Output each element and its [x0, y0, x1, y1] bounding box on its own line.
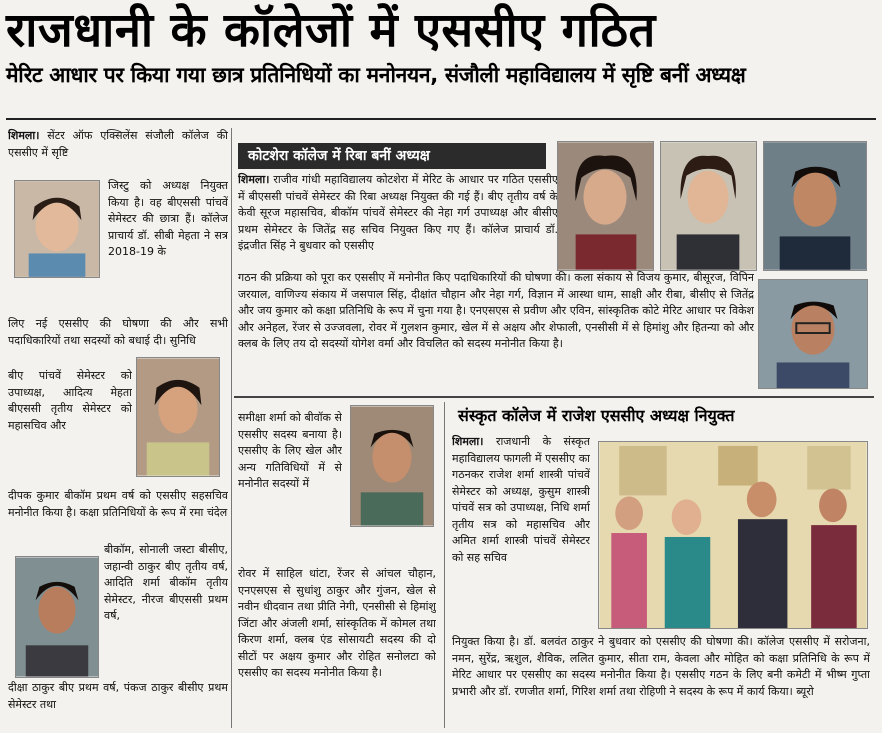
- portrait-photo: [15, 556, 99, 678]
- sanskrit-p1: [452, 434, 590, 634]
- dateline: शिमला।: [238, 173, 270, 186]
- subheadline: मेरिट आधार पर किया गया छात्र प्रतिनिधियों का मनोनयन, संजौली महाविद्यालय में सृष्टि बनीं अध्यक्ष: [6, 63, 746, 87]
- portrait-photo: [758, 279, 868, 389]
- column-divider: [444, 402, 445, 728]
- left-col-p1: सेंटर ऑफ एक्सिलेंस संजौली कॉलेज की एससीए में सृष्टि: [8, 129, 228, 159]
- sanskrit-p1-text: राजधानी के संस्कृत महाविद्यालय फागली में एससीए का गठनकर राजेश शर्मा शास्त्री पांचवें सेमेस्टर को अध्यक्ष, कुसुम शास्त्री पांचवें सत्र को उपाध्यक्ष, निधि शर्मा तृतीय सत्र को महासचिव और अमित शर्मा शास्त्री पांचवें सेमेस्टर को सह सचिव: [452, 435, 590, 564]
- portrait-photo: [14, 180, 100, 278]
- dateline: शिमला।: [452, 435, 484, 448]
- left-col-p5: दीपक कुमार बीकॉम प्रथम वर्ष को एससीए सहसचिव मनोनीत किया है। कक्षा प्रतिनिधियों के रूप में रमा चंदेल: [8, 489, 228, 519]
- left-col-p2: जिस्टु को अध्यक्ष नियुक्त किया है। वह बीएससी पांचवें सेमेस्टर की छात्रा हैं। कॉलेज प्राचार्य डॉ. सीबी मेहता ने सत्र 2018-19 के: [108, 179, 228, 258]
- column-divider: [231, 128, 232, 728]
- portrait-photo: [557, 141, 654, 271]
- left-col-intro: [8, 128, 228, 162]
- kotshera-box-title: कोटशेरा कॉलेज में रिबा बनीं अध्यक्ष: [238, 143, 546, 169]
- left-col-p7: दीक्षा ठाकुर बीए प्रथम वर्ष, पंकज ठाकुर बीसीए प्रथम सेमेस्टर तथा: [8, 681, 228, 711]
- sanskrit-section-title: संस्कृत कॉलेज में राजेश एससीए अध्यक्ष नियुक्त: [458, 406, 735, 425]
- portrait-photo: [763, 141, 867, 271]
- headline-block: [6, 0, 876, 88]
- dateline: शिमला।: [8, 129, 40, 142]
- left-col-p6: बीकॉम, सोनाली जस्टा बीसीए, जहान्वी ठाकुर बीए तृतीय वर्ष, आदिति शर्मा बीकॉम तृतीय सेमेस्टर, नीरज बीएससी प्रथम वर्ष,: [104, 543, 228, 622]
- sanskrit-p2: नियुक्त किया है। डॉ. बलवंत ठाकुर ने बुधवार को एससीए की घोषणा की। कॉलेज एससीए में सरोजना, नमन, सुरेंद्र, ऋशुल, शैविक, ललित कुमार, सीता राम, केवला और मोहित को कक्षा प्रतिनिधि के रूप में मेरिट आधार पर एससीए का सदस्य मनोनीत किया है। एससीए गठन के लिए बनी कमेटी में भीष्म गुप्ता प्रभारी और डॉ. रणजीत शर्मा, गिरिश शर्मा तथा रोहिणी ने सदस्य के रूप में कार्य किया। ब्यूरो: [452, 635, 870, 698]
- middle-p1: समीक्षा शर्मा को बीवॉक से एससीए सदस्य बनाया है। एससीए के लिए खेल और अन्य गतिविधियों में से मनोनीत सदस्यों में: [238, 411, 342, 490]
- left-col-p4: बीए पांचवें सेमेस्टर को उपाध्यक्ष, आदित्य मेहता बीएससी तृतीय सेमेस्टर को महासचिव और: [8, 369, 132, 432]
- kotshera-p1-text: राजीव गांधी महाविद्यालय कोटशेरा में मेरिट के आधार पर गठित एससीए में बीएससी पांचवें सेमेस्टर की रिबा अध्यक्ष नियुक्त की गई हैं। बीए तृतीय वर्ष के केवी सूरज महासचिव, बीकॉम पांचवें सेमेस्टर की नेहा गर्ग उपाध्यक्ष और बीसीए प्रथम सेमेस्टर के जितेंद्र सह सचिव नियुक्त किए गए हैं। कॉलेज प्राचार्य डॉ. इंद्रजीत सिंह ने बुधवार को एससीए: [238, 173, 558, 252]
- portrait-photo: [660, 141, 757, 271]
- kotshera-p2: गठन की प्रक्रिया को पूरा कर एससीए में मनोनीत किए पदाधिकारियों की घोषणा की। कला संकाय से विजय कुमार, बीसूरज, विपिन जरयाल, वाणिज्य संकाय में जसपाल सिंह, दीक्षांत चौहान और नेहा गर्ग, विज्ञान में आस्था धाम, साक्षी और रीबा, बीसीए से जितेंद्र और जय कुमार को कक्षा प्रतिनिधि के रूप में चुना गया है। एनएसएस से प्रवीण और एविन, सांस्कृतिक कोटे मेरिट आधार पर विकेश और अनेहल, रेंजर से उज्जवला, रोवर में गुलशन कुमार, खेल में से अक्षय और शेफाली, एनसीसी में से हिमांशु और हितन्या को और क्लब के लिए तय दो सदस्यों योगेश वर्मा और विचलित को सदस्य मनोनीत किया है।: [238, 271, 754, 350]
- middle-p2: रोवर में साहिल धांटा, रेंजर से आंचल चौहान, एनएसएस से सुधांशु ठाकुर और गुंजन, खेल से नवीन धीदवान तथा प्रीति नेगी, एनसीसी से हिमांशु जिंटा और अंजली शर्मा, सांस्कृतिक में कोमल तथा किरण शर्मा, क्लब एंड सोसायटी सदस्य की दो सीटों पर अक्षय कुमार और रोहित सनोलटा को एससीए का सदस्य मनोनीत किया है।: [238, 567, 436, 679]
- group-photo: [598, 441, 868, 629]
- portrait-photo: [350, 405, 434, 527]
- section-divider: [234, 396, 874, 398]
- kotshera-p1: [238, 172, 558, 270]
- headline: राजधानी के कॉलेजों में एससीए गठित: [6, 3, 656, 58]
- portrait-photo: [136, 357, 220, 477]
- left-col-p3: लिए नई एससीए की घोषणा की और सभी पदाधिकारियों तथा सदस्यों को बधाई दी। सुनिधि: [8, 317, 228, 347]
- headline-rule: [6, 118, 876, 120]
